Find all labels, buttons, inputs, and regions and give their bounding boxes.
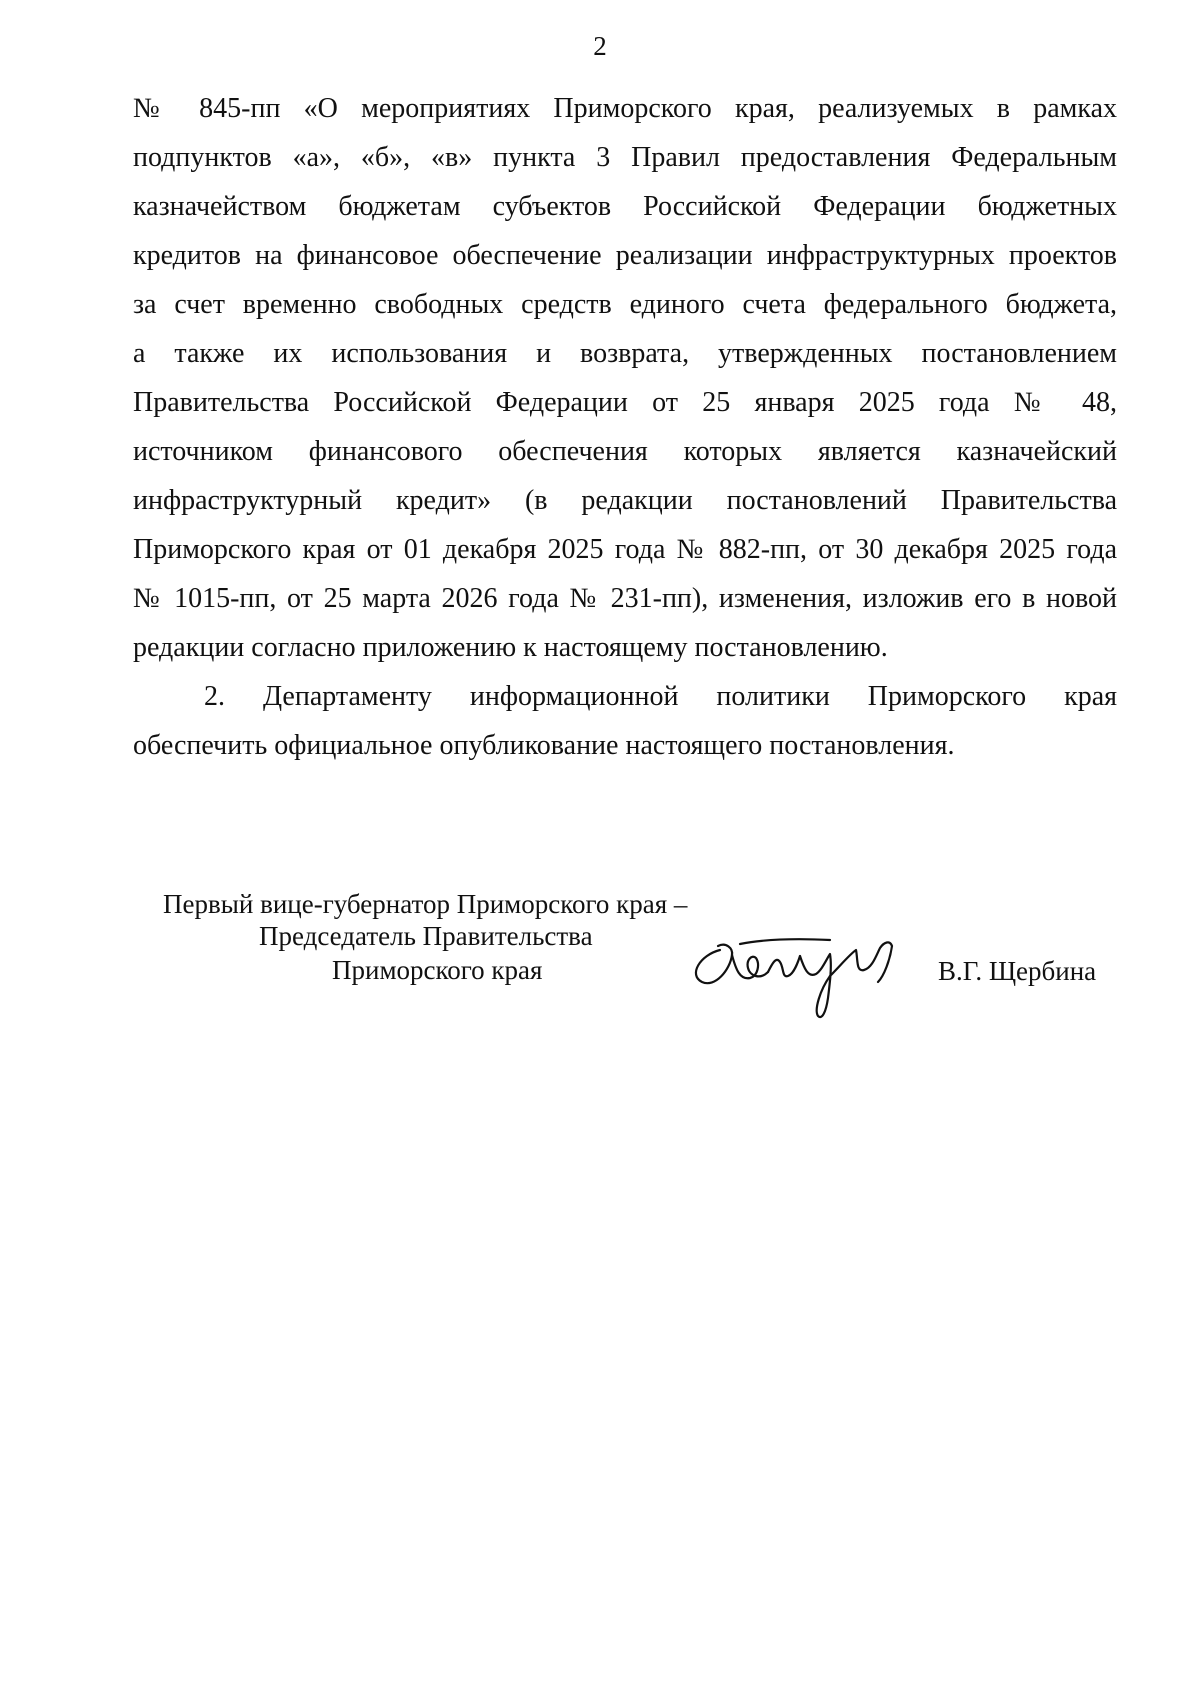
- signatory-title-line-2: Председатель Правительства: [259, 921, 593, 951]
- document-body: [133, 84, 1117, 770]
- paragraph-1-line: Приморского края от 01 декабря 2025 года № 882-пп, от 30 декабря 2025 года: [133, 534, 1117, 565]
- paragraph-1-line: инфраструктурный кредит» (в редакции постановлений Правительства: [133, 485, 1117, 516]
- page-number: 2: [593, 31, 607, 61]
- paragraph-1-line: редакции согласно приложению к настоящему постановлению.: [133, 632, 888, 663]
- paragraph-2-line: 2. Департаменту информационной политики Приморского края: [204, 681, 1117, 712]
- paragraph-1-line: источником финансового обеспечения которых является казначейский: [133, 436, 1117, 467]
- signatory-title-line-3: Приморского края: [332, 955, 543, 985]
- paragraph-1-line: а также их использования и возврата, утвержденных постановлением: [133, 338, 1117, 369]
- paragraph-1-line: за счет временно свободных средств единого счета федерального бюджета,: [133, 289, 1117, 320]
- paragraph-1-line: кредитов на финансовое обеспечение реализации инфраструктурных проектов: [133, 240, 1117, 271]
- paragraph-1-line: Правительства Российской Федерации от 25 января 2025 года № 48,: [133, 387, 1117, 418]
- paragraph-1-line: № 845-пп «О мероприятиях Приморского края, реализуемых в рамках: [133, 93, 1117, 124]
- paragraph-1-line: № 1015-пп, от 25 марта 2026 года № 231-пп), изменения, изложив его в новой: [133, 583, 1117, 614]
- signatory-title-line-1: Первый вице-губернатор Приморского края –: [163, 889, 688, 919]
- handwritten-signature: [680, 920, 930, 1030]
- paragraph-2-line: обеспечить официальное опубликование настоящего постановления.: [133, 730, 955, 761]
- paragraph-1-line: казначейством бюджетам субъектов Российской Федерации бюджетных: [133, 191, 1117, 222]
- signatory-name: В.Г. Щербина: [938, 956, 1097, 986]
- paragraph-1-line: подпунктов «а», «б», «в» пункта 3 Правил предоставления Федеральным: [133, 142, 1117, 173]
